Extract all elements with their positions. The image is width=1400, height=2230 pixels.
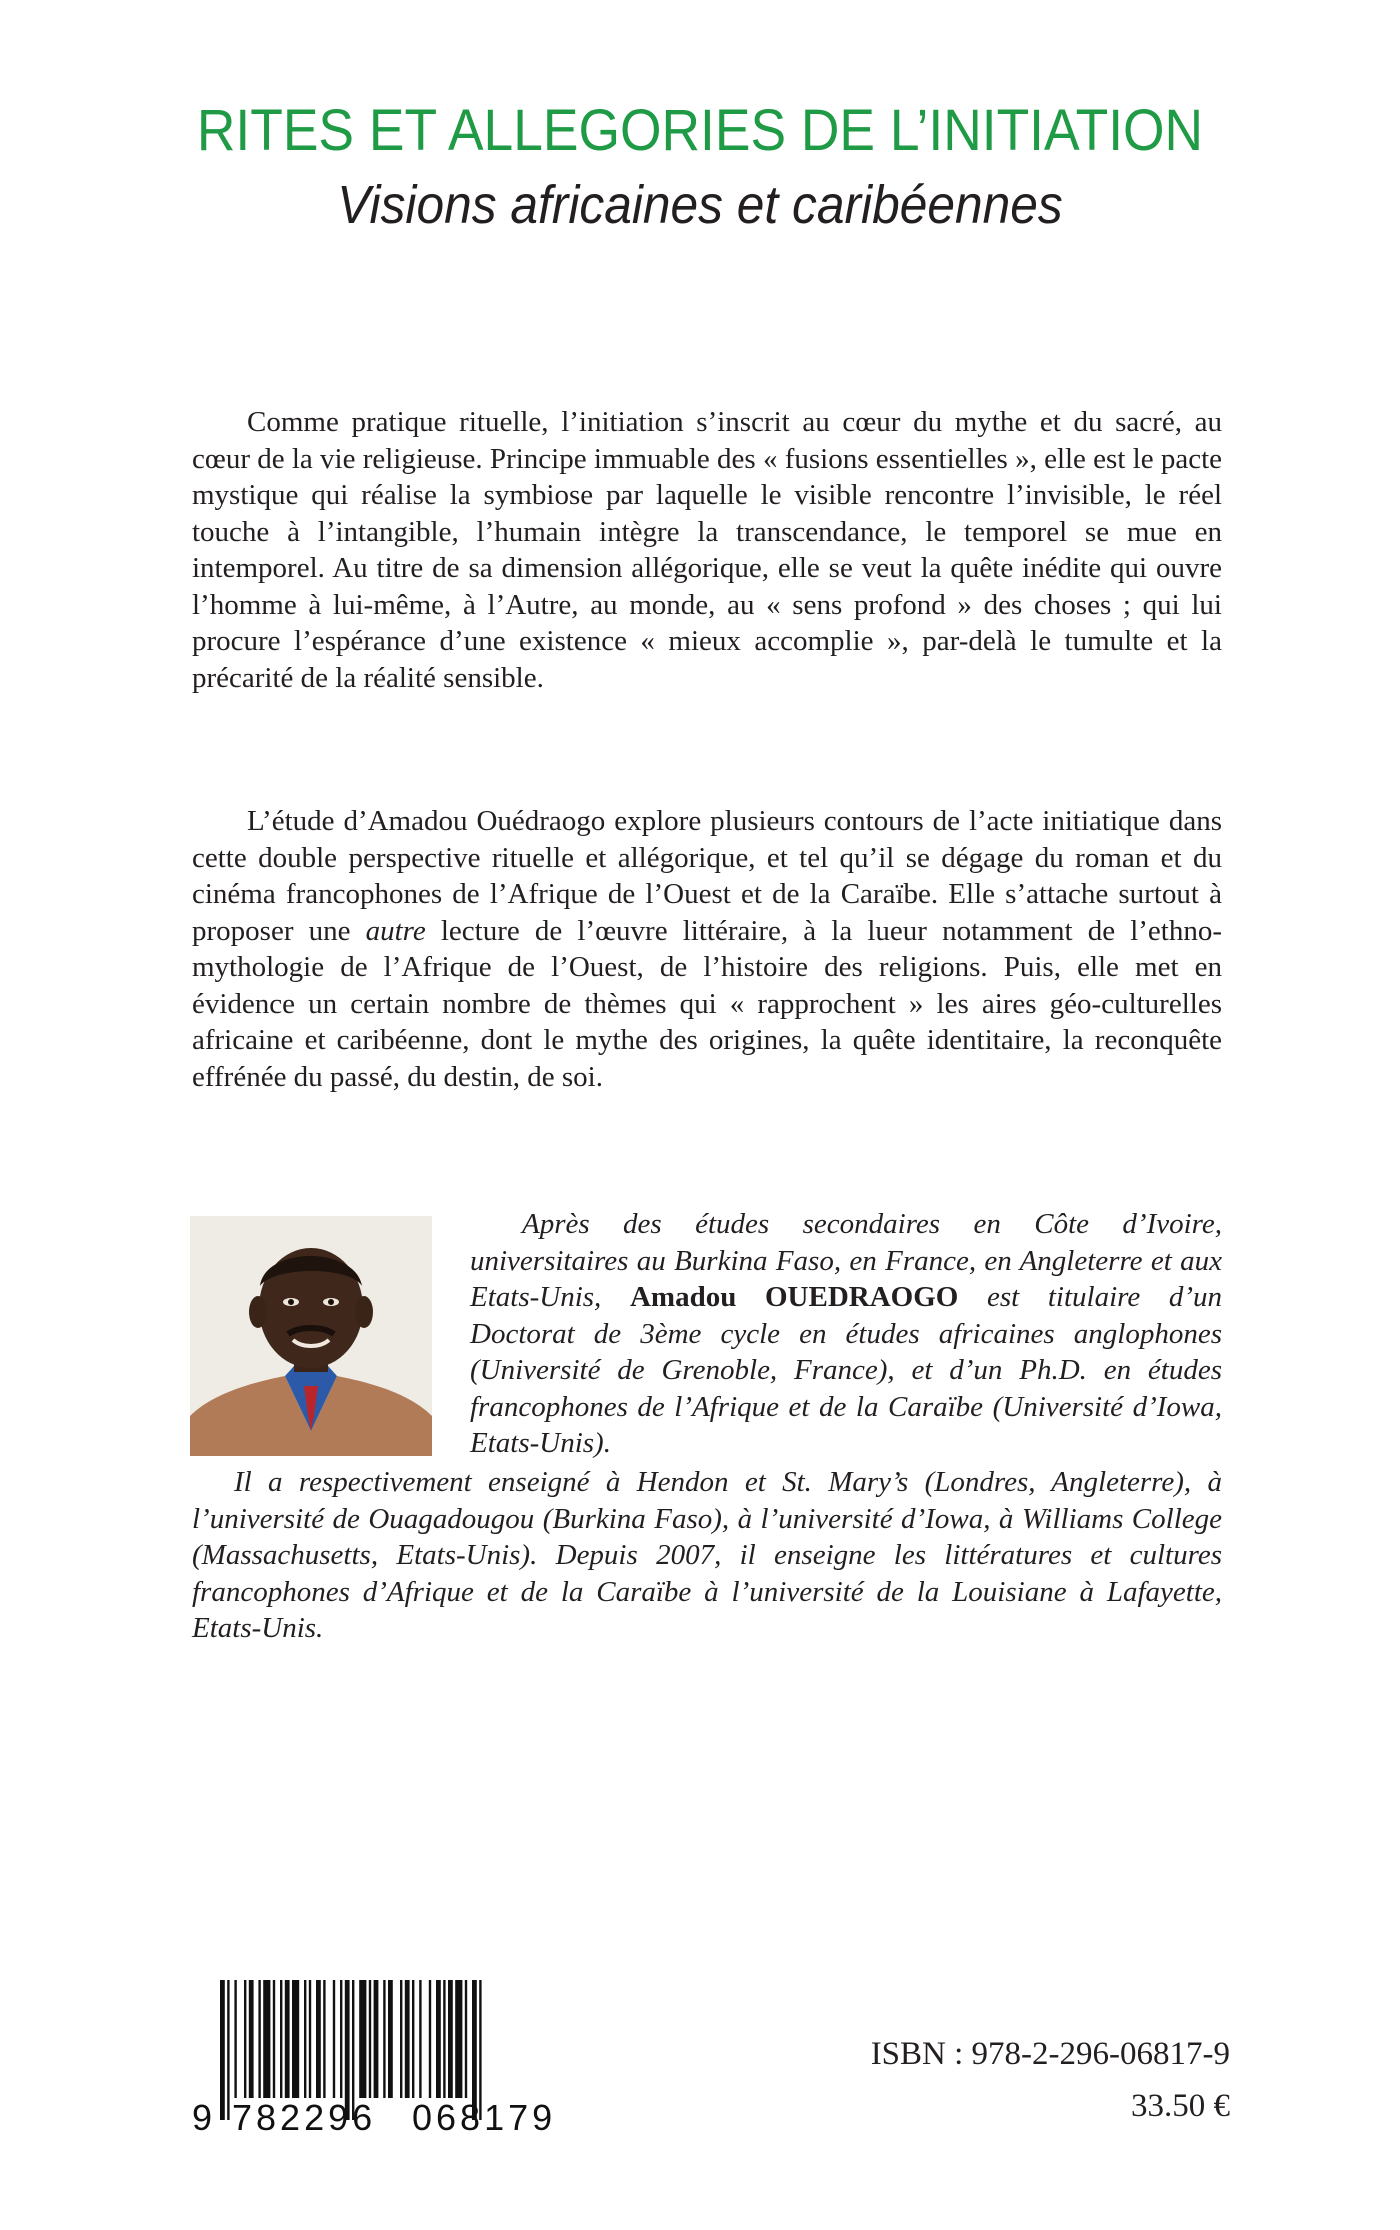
barcode-bar — [316, 1980, 321, 2098]
barcode-bar — [249, 1980, 254, 2098]
barcode-bar — [448, 1980, 453, 2098]
barcode-bar — [405, 1980, 410, 2098]
barcode-bar — [429, 1980, 431, 2098]
barcode-bar — [285, 1980, 290, 2098]
summary-paragraph-1: Comme pratique rituelle, l’initiation s’inscrit au cœur du mythe et du sacré, au cœur de la vie religieuse. Principe immuable des « fusions essentielles », elle est le pacte mystique qui réalise la symbiose par laquelle le visible rencontre l’invisible, le réel touche à l’intangible, l’humain intègre la transcendance, le temporel se mue en intemporel. Au titre de sa dimension allégorique, elle se veut la quête inédite qui ouvre l’homme à lui-même, à l’Autre, au monde, au « sens profond » des choses ; qui lui procure l’espérance d’une existence « mieux accomplie », par-delà le tumulte et la précarité de la réalité sensible. — [192, 406, 1222, 694]
barcode-bar — [465, 1980, 467, 2098]
barcode-bar — [340, 1980, 342, 2098]
barcode-bar — [333, 1980, 335, 2098]
barcode-bar — [388, 1980, 393, 2098]
barcode-bar — [234, 1980, 236, 2098]
barcode-bar — [412, 1980, 414, 2098]
isbn: ISBN : 978-2-296-06817-9 — [870, 2036, 1230, 2072]
barcode-first-digit: 9 — [192, 2097, 213, 2135]
barcode-bar — [419, 1980, 421, 2098]
barcode-bar — [227, 1980, 229, 2120]
barcode-bar — [304, 1980, 306, 2098]
barcode-bar — [220, 1980, 225, 2120]
barcode-bar — [383, 1980, 385, 2098]
barcode-group-2: 068179 — [412, 2097, 557, 2135]
barcode-bar — [258, 1980, 260, 2098]
barcode — [190, 1980, 590, 2135]
author-bio-part-2: est titulaire d’un Doctorat de 3ème cycle en études africaines anglophones (Université de Grenoble, France), et d’un Ph.D. en études francophones de l’Afrique et de la Caraïbe (Université d’Iowa, Etats-Unis). — [470, 1281, 1223, 1459]
barcode-bars — [190, 1980, 590, 2135]
barcode-bar — [309, 1980, 311, 2098]
author-bio-part-1: Après des études secondaires en Côte d’Ivoire, universitaires au Burkina Faso, en France, en Angleterre et aux Etats-Unis, — [470, 1208, 1222, 1313]
price: 33.50 € — [1131, 2088, 1230, 2124]
summary-paragraph-2 — [192, 803, 1222, 1095]
book-subtitle: Visions africaines et caribéennes — [337, 175, 1063, 235]
author-bio — [470, 1206, 1222, 1462]
barcode-bar — [263, 1980, 270, 2098]
barcode-bar — [273, 1980, 275, 2098]
summary-emphasis: autre — [365, 914, 426, 947]
barcode-bar — [443, 1980, 445, 2098]
barcode-group-1: 782296 — [232, 2097, 377, 2135]
barcode-bar — [292, 1980, 299, 2098]
barcode-bar — [369, 1980, 371, 2098]
barcode-bar — [244, 1980, 246, 2098]
book-title: RITES ET ALLEGORIES DE L’INITIATION — [196, 98, 1204, 163]
author-photo — [190, 1216, 432, 1456]
barcode-bar — [280, 1980, 282, 2098]
author-career: Il a respectivement enseigné à Hendon et St. Mary’s (Londres, Angleterre), à l’université de Ouagadougou (Burkina Faso), à l’université d’Iowa, à Williams College (Massachusetts, Etats-Unis). Depuis 2007, il enseigne les littératures et cultures francophones d’Afrique et de la Caraïbe à l’université de la Louisiane à Lafayette, Etats-Unis. — [192, 1466, 1222, 1644]
barcode-bar — [374, 1980, 379, 2098]
barcode-bar — [436, 1980, 441, 2098]
barcode-bar — [455, 1980, 462, 2098]
summary-paragraph-2-part-2: lecture de l’œuvre littéraire, à la lueur notamment de l’ethno-mythologie de l’Afrique de l’Ouest, de l’histoire des religions. Puis, elle met en évidence un certain nombre de thèmes qui « rapprochent » les aires géo-culturelles africaine et caribéenne, dont le mythe des origines, la quête identitaire, la reconquête effrénée du passé, du destin, de soi. — [192, 914, 1222, 1093]
summary-paragraph-2-part-1: L’étude d’Amadou Ouédraogo explore plusieurs contours de l’acte initiatique dans cette double perspective rituelle et allégorique, et tel qu’il se dégage du roman et du cinéma francophones de l’Afrique de l’Ouest et de la Caraïbe. Elle s’attache surtout à proposer une — [192, 805, 1222, 947]
barcode-bar — [400, 1980, 402, 2098]
author-name: Amadou OUEDRAOGO — [629, 1281, 959, 1313]
barcode-bar — [323, 1980, 325, 2098]
barcode-bar — [359, 1980, 366, 2098]
author-portrait-icon — [190, 1216, 432, 1456]
